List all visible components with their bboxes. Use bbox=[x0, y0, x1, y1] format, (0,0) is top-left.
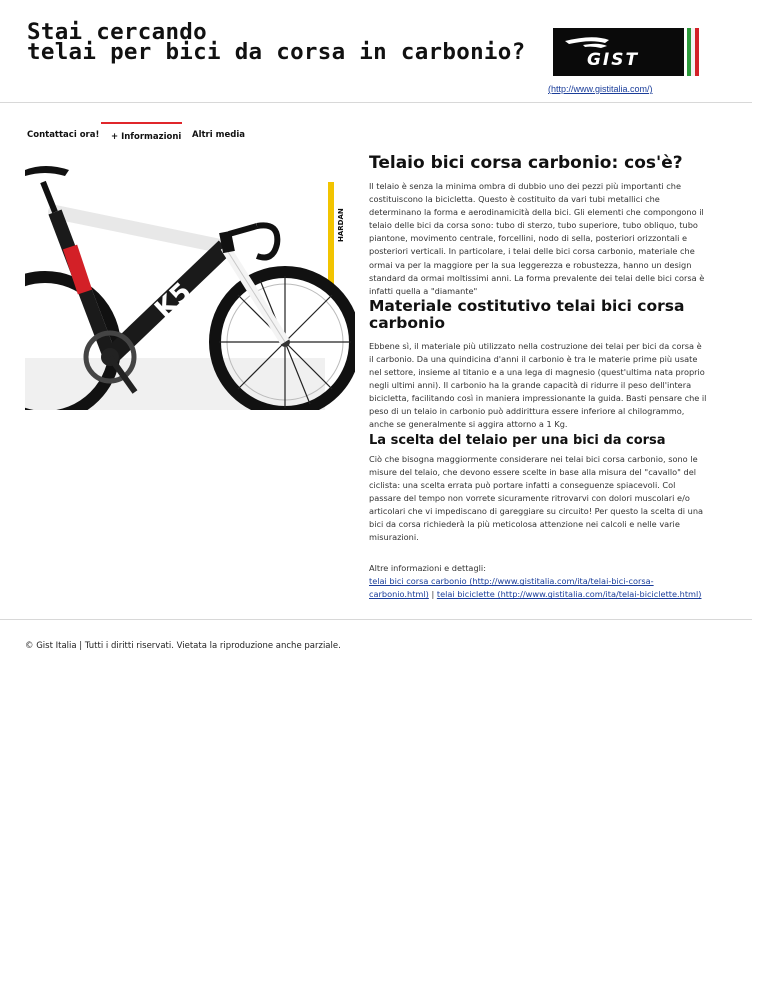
link-telai-bici-corsa-carbonio[interactable]: telai bici corsa carbonio (http://www.gistitalia.com/ita/telai-bici-corsa-carbonio.html) bbox=[369, 576, 654, 600]
more-info bbox=[369, 562, 707, 601]
gist-logo[interactable] bbox=[553, 28, 699, 76]
link-separator: | bbox=[431, 589, 435, 600]
page-headline bbox=[27, 19, 526, 65]
fork-decal: HARDAN bbox=[337, 208, 345, 242]
headline-line-1: Stai cercando bbox=[27, 19, 207, 45]
logo-url-link[interactable]: (http://www.gistitalia.com/) bbox=[548, 84, 653, 94]
tab-contattaci[interactable]: Contattaci ora! bbox=[27, 130, 100, 140]
headline-line-2: telai per bici da corsa in carbonio? bbox=[27, 39, 526, 65]
section-title-choice: La scelta del telaio per una bici da corsa bbox=[369, 432, 666, 448]
article bbox=[369, 150, 707, 601]
tab-bar bbox=[0, 120, 300, 150]
bike-photo bbox=[25, 152, 355, 410]
tab-altri-media[interactable]: Altri media bbox=[192, 130, 245, 140]
article-paragraph-3: Ciò che bisogna maggiormente considerare nei telai bici corsa carbonio, sono le misure del telaio, che devono essere scelte in base alla misura del "cavallo" del ciclista: una scelta errata può portare infatti a conseguenze spiacevoli. Col passare del tempo non vorrete sicuramente ritrovarvi con dolori muscolari e/o articolari che vi impediscano di gareggiare su circuito! Per questo la scelta di una bici da corsa richiederà la più meticolosa attenzione nei calcoli e nelle varie misurazioni. bbox=[369, 453, 704, 543]
article-title: Telaio bici corsa carbonio: cos'è? bbox=[369, 153, 683, 173]
footer-divider bbox=[0, 619, 752, 620]
article-paragraph-1: Il telaio è senza la minima ombra di dubbio uno dei pezzi più importanti che costituiscono la bicicletta. Questo è costituito da vari tubi metallici che determinano la forma e aerodinamicità della bici. Gli elementi che compongono il telaio delle bici da corsa sono: tubo di sterzo, tubo superiore, tubo obliquo, tubo piantone, movimento centrale, forcellini, nodo di sella, posteriori orizzontali e posteriori verticali. In particolare, i telai delle bici corsa carbonio, materiale che ormai va per la maggiore per la sua leggerezza e robustezza, hanno un design standard da ormai moltissimi anni. La forma prevalente dei telai delle bici corsa è infatti quella a "diamante" bbox=[369, 181, 705, 296]
frame-decal: K5 bbox=[149, 277, 198, 326]
footer-copyright: © Gist Italia | Tutti i diritti riservati. Vietata la riproduzione anche parziale. bbox=[25, 641, 341, 651]
more-info-label: Altre informazioni e dettagli: bbox=[369, 563, 486, 574]
more-info-links bbox=[369, 575, 707, 601]
carbon-road-bike-image bbox=[25, 152, 355, 410]
header-divider bbox=[0, 102, 752, 103]
active-tab-indicator bbox=[101, 122, 182, 124]
link-telai-biciclette[interactable]: telai biciclette (http://www.gistitalia.com/ita/telai-biciclette.html) bbox=[436, 589, 702, 600]
gist-logo-graphic bbox=[553, 28, 699, 76]
article-paragraph-2: Ebbene sì, il materiale più utilizzato nella costruzione dei telai per bici da corsa è il carbonio. Da una quindicina d'anni il carbonio è tra le materie prime più usate nel settore, insieme al titanio e a una lega di magnesio (quest'ultima nata proprio negli ultimi anni). Il carbonio ha la grande capacità di ridurre il peso dell'intera bicicletta, facilitando così in maniera impressionante la guida. Basti pensare che il peso di un telaio in carbonio può addirittura essere inferiore al chilogrammo, anche se generalmente si aggira attorno a 1 Kg. bbox=[369, 340, 707, 430]
section-title-material: Materiale costitutivo telai bici corsa carbonio bbox=[369, 296, 685, 332]
logo-wordmark: GIST bbox=[586, 50, 640, 70]
tab-informazioni[interactable]: + Informazioni bbox=[111, 132, 182, 142]
